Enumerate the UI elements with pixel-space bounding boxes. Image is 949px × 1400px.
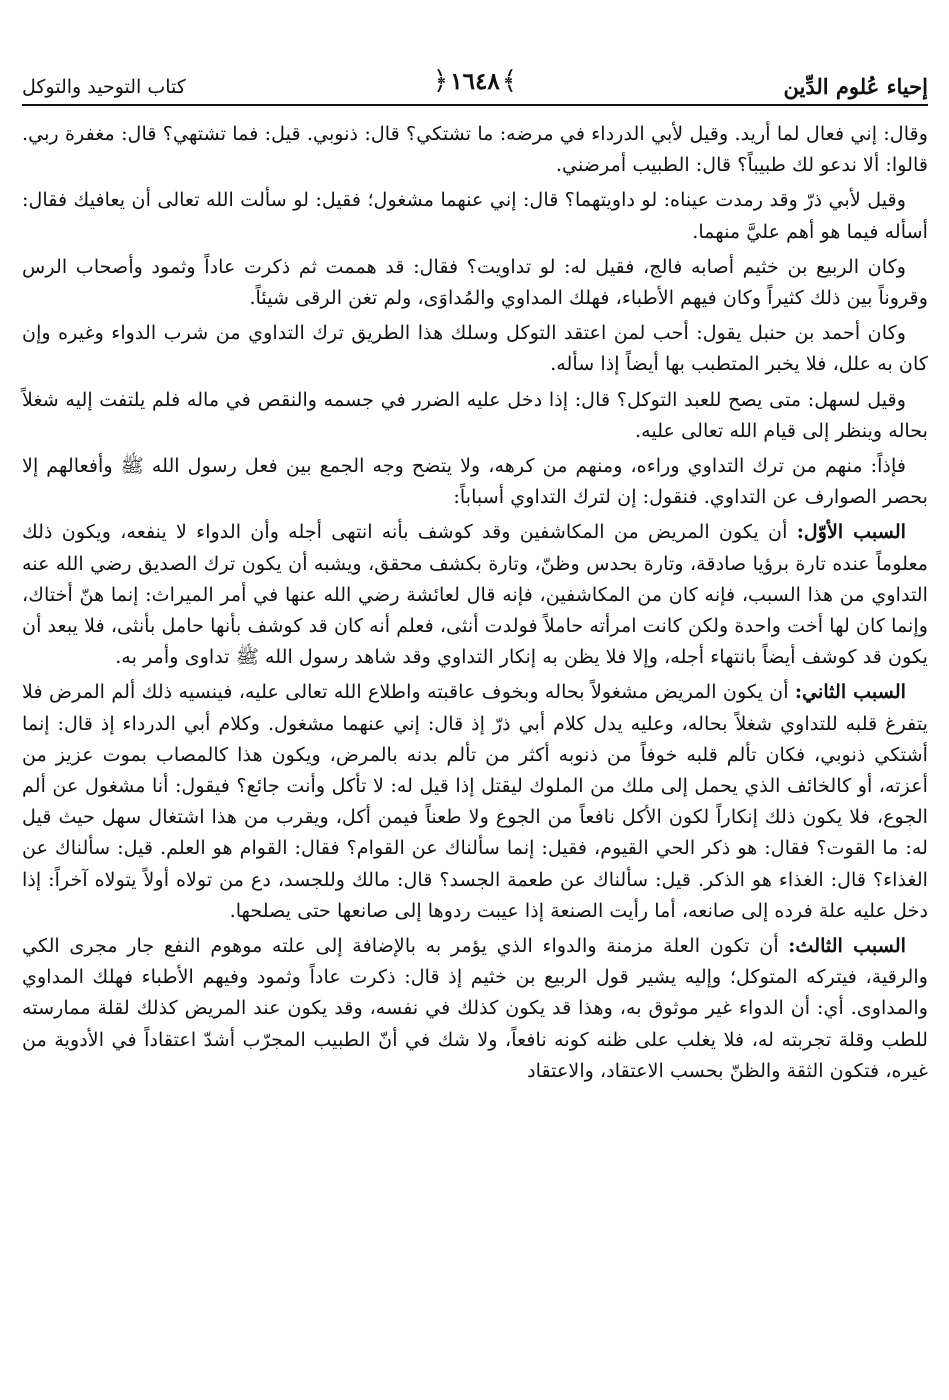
paragraph: وقيل لسهل: متى يصح للعبد التوكل؟ قال: إذا دخل عليه الضرر في جسمه والنقص في ماله فلم يلتفت إليه شغلاً بحاله وينظر إلى قيام الله تعالى عليه. xyxy=(22,387,928,442)
page-body xyxy=(22,118,928,1090)
page-header xyxy=(22,58,928,106)
paragraph-reason-1 xyxy=(22,516,928,672)
paragraph: وقال: إني فعال لما أريد. وقيل لأبي الدرداء في مرضه: ما تشتكي؟ قال: ذنوبي. قيل: فما تشتهي؟ قال: مغفرة ربي. قالوا: ألا ندعو لك طبيباً؟ قال: الطبيب أمرضني. xyxy=(22,122,928,177)
ornament-right-icon: ﴾ xyxy=(501,66,517,96)
paragraph: وكان أحمد بن حنبل يقول: أحب لمن اعتقد التوكل وسلك هذا الطريق ترك التداوي من شرب الدواء وغيره وإن كان به علل، فلا يخبر المتطبب بها أيضاً إذا سأله. xyxy=(22,321,928,376)
page-number-group xyxy=(431,66,519,96)
paragraph-body: أن يكون المريض من المكاشفين وقد كوشف بأنه انتهى أجله وأن الدواء لا ينفعه، ويكون ذلك معلوماً عنده تارة برؤيا صادقة، وتارة بحدس وظنّ، وتارة بكشف محقق، ويشبه أن يكون ترك الصديق رضي الله عنه التداوي من هذا السبب، فإنه كان من المكاشفين، فإنه قال لعائشة رضي الله عنها في أمر الميراث: إنما هنّ أختاك، وإنما كان لها أخت واحدة ولكن كانت امرأته حاملاً فولدت أنثى، فعلم أنه كان قد كوشف بأنها حامل بأنثى، فلا يبعد أن يكون قد كوشف أيضاً بانتهاء أجله، وإلا فلا يظن به إنكار التداوي وقد شاهد رسول الله ﷺ تداوى وأمر به. xyxy=(22,520,928,669)
book-title: إحياء عُلوم الدِّين xyxy=(783,74,928,99)
paragraph-lead: السبب الأوّل: xyxy=(796,520,906,544)
paragraph-reason-2 xyxy=(22,676,928,926)
paragraph: وكان الربيع بن خثيم أصابه فالج، فقيل له: لو تداويت؟ فقال: قد هممت ثم ذكرت عاداً وثمود وأصحاب الرس وقروناً بين ذلك كثيراً وكان فيهم الأطباء، فهلك المداوي والمُداوَى، ولم تغن الرقى شيئاً. xyxy=(22,254,928,310)
paragraph: فإذاً: منهم من ترك التداوي وراءه، ومنهم من كرهه، ولا يتضح وجه الجمع بين فعل رسول الله ﷺ وأفعالهم إلا بحصر الصوارف عن التداوي. فنقول: إن لترك التداوي أسباباً: xyxy=(22,454,928,509)
ornament-left-icon: ﴿ xyxy=(433,66,449,96)
paragraph-lead: السبب الثاني: xyxy=(794,680,906,704)
header-divider xyxy=(22,104,928,106)
paragraph: وقيل لأبي ذرّ وقد رمدت عيناه: لو داويتهما؟ قال: إني عنهما مشغول؛ فقيل: لو سألت الله تعالى أن يعافيك فقال: أسأله فيما هو أهم عليَّ منهما. xyxy=(22,188,928,243)
chapter-title: كتاب التوحيد والتوكل xyxy=(22,76,186,98)
page-number: ١٦٤٨ xyxy=(450,68,500,95)
paragraph-reason-3 xyxy=(22,930,928,1086)
paragraph-lead: السبب الثالث: xyxy=(788,934,906,958)
paragraph-body: أن يكون المريض مشغولاً بحاله وبخوف عاقبته واطلاع الله تعالى عليه، فينسيه ذلك ألم المرض فلا يتفرغ قلبه للتداوي شغلاً بحاله، وعليه يدل كلام أبي ذرّ إذ قال: إني عنهما مشغول. وكلام أبي الدرداء إذ قال: إنما أشتكي ذنوبي، فكان تألم قلبه خوفاً من ذنوبه أكثر من تألم بدنه بالمرض، ويكون هذا كالمصاب بموت عزيز من أعزته، أو كالخائف الذي يحمل إلى ملك من الملوك ليقتل إذا قيل له: لا تأكل وأنت جائع؟ فيقول: أنا مشغول عن ألم الجوع، فلا يكون ذلك إنكاراً لكون الأكل نافعاً من الجوع ولا طعناً فيمن أكل، ويقرب من هذا اشتغال سهل حيث قيل له: ما القوت؟ فقال: هو ذكر الحي القيوم، فقيل: إنما سألناك عن القوام؟ فقال: القوام هو العلم. قيل: سألناك عن الغذاء؟ قال: الغذاء هو الذكر. قيل: سألناك عن طعمة الجسد؟ قال: مالك وللجسد، دع من تولاه أولاً يتولاه آخراً: إذا دخل عليه علة فرده إلى صانعه، أما رأيت الصنعة إذا عيبت ردوها إلى صانعها حتى يصلحها. xyxy=(22,680,928,922)
paragraph-body: أن تكون العلة مزمنة والدواء الذي يؤمر به بالإضافة إلى علته موهوم النفع جار مجرى الكي والرقية، فيتركه المتوكل؛ وإليه يشير قول الربيع بن خثيم إذ قال: ذكرت عاداً وثمود وفيهم الأطباء فهلك المداوي والمداوى. أي: أن الدواء غير موثوق به، وهذا قد يكون كذلك في نفسه، وقد يكون عند المريض كذلك لقلة ممارسته للطب وقلة تجربته له، فلا يغلب على ظنه كونه نافعاً، ولا شك في أنّ الطبيب المجرّب أشدّ اعتقاداً في الأدوية من غيره، فتكون الثقة والظنّ بحسب الاعتقاد، والاعتقاد xyxy=(22,934,928,1082)
